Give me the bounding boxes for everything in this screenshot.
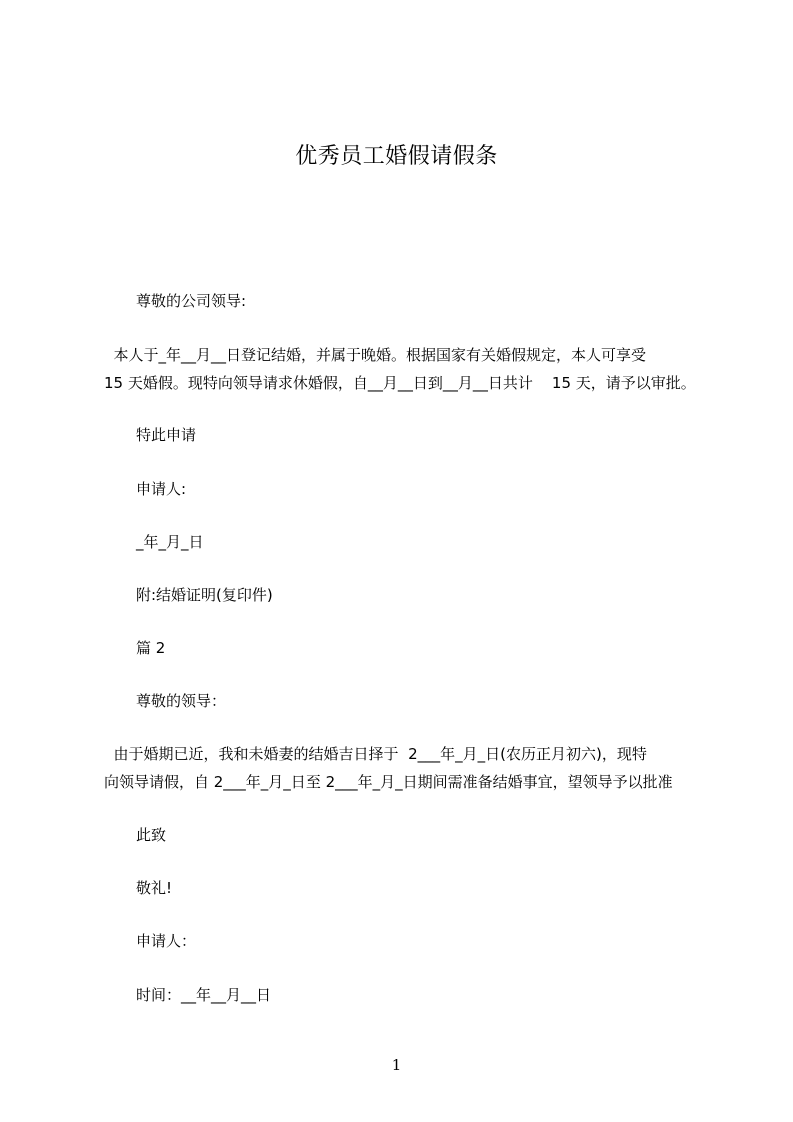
salutation-company-leaders: 尊敬的公司领导: bbox=[136, 292, 247, 310]
body-paragraph-2-line-1: 由于婚期已近，我和未婚妻的结婚吉日择于 2___年_月_日(农历正月初六)，现特 bbox=[104, 745, 647, 763]
date-line-1: _年_月_日 bbox=[136, 533, 204, 551]
closing-regards-1: 此致 bbox=[136, 826, 167, 844]
applicant-label-2: 申请人： bbox=[136, 932, 197, 950]
body-paragraph-2-line-2: 向领导请假，自 2___年_月_日至 2___年_月_日期间需准备结婚事宜，望领导予以批准 bbox=[104, 773, 673, 791]
page-number: 1 bbox=[391, 1056, 402, 1074]
salutation-leaders: 尊敬的领导： bbox=[136, 692, 227, 710]
body-paragraph-1-line-1: 本人于_年__月__日登记结婚，并属于晚婚。根据国家有关婚假规定，本人可享受 bbox=[104, 346, 647, 364]
time-line: 时间：__年__月__日 bbox=[136, 986, 272, 1004]
closing-request: 特此申请 bbox=[136, 426, 197, 444]
document-title: 优秀员工婚假请假条 bbox=[295, 144, 498, 169]
attachment-note: 附:结婚证明(复印件) bbox=[136, 586, 273, 604]
closing-regards-2: 敬礼! bbox=[136, 879, 173, 897]
section-heading-2: 篇 2 bbox=[136, 639, 166, 657]
applicant-label-1: 申请人: bbox=[136, 480, 187, 498]
body-paragraph-1-line-2: 15 天婚假。现特向领导请求休婚假，自__月__日到__月__日共计 15 天，请予以审批。 bbox=[104, 374, 696, 392]
